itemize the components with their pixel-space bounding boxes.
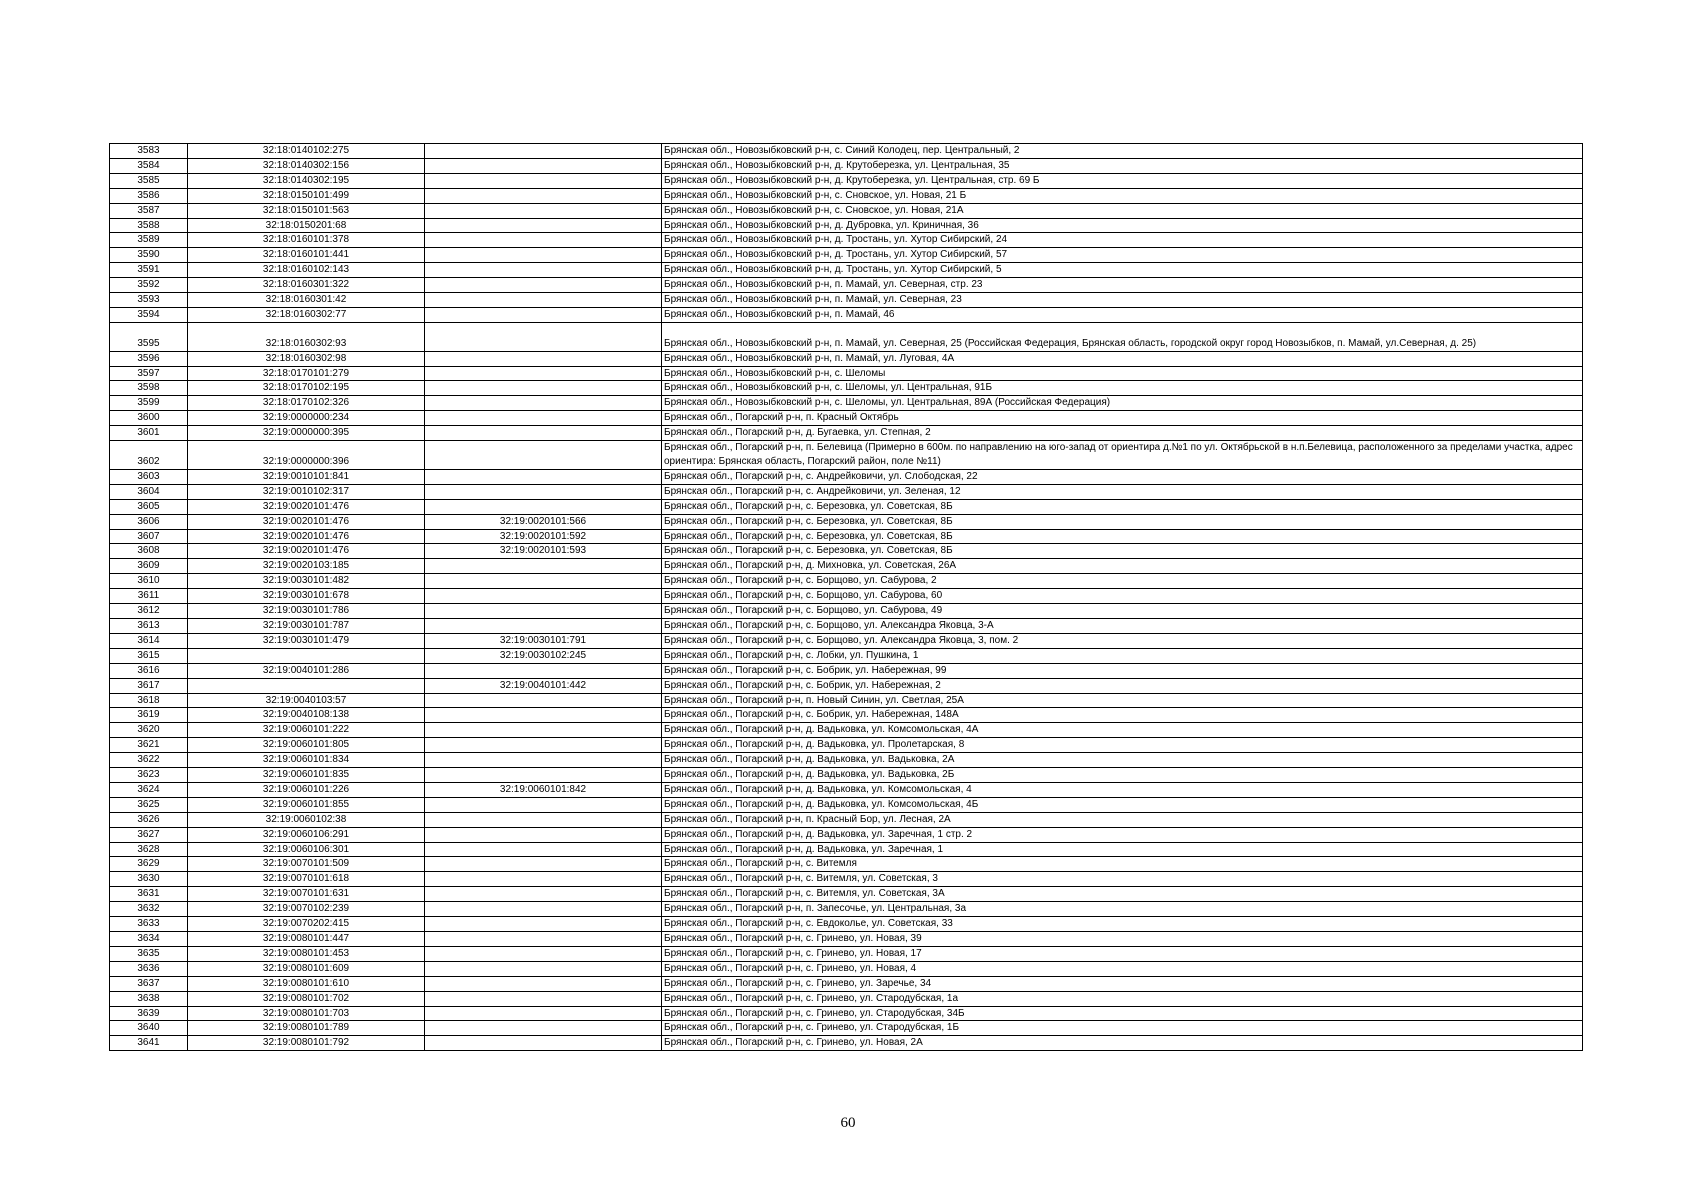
row-number-cell: 3619 [110,708,188,723]
cadastral-number-cell: 32:19:0040103:57 [188,693,425,708]
related-cadastral-number-cell [425,441,662,470]
related-cadastral-number-cell [425,961,662,976]
row-number-cell: 3629 [110,857,188,872]
cadastral-number-cell: 32:19:0060101:855 [188,797,425,812]
cadastral-number-cell: 32:19:0040101:286 [188,663,425,678]
row-number-cell: 3617 [110,678,188,693]
related-cadastral-number-cell [425,857,662,872]
address-cell: Брянская обл., Погарский р-н, п. Красный Бор, ул. Лесная, 2А [662,812,1583,827]
row-number-cell: 3597 [110,366,188,381]
address-cell: Брянская обл., Погарский р-н, с. Гринево, ул. Новая, 4 [662,961,1583,976]
address-cell: Брянская обл., Новозыбковский р-н, д. Крутоберезка, ул. Центральная, 35 [662,158,1583,173]
row-number-cell: 3628 [110,842,188,857]
address-cell: Брянская обл., Новозыбковский р-н, с. Сновское, ул. Новая, 21А [662,203,1583,218]
row-number-cell: 3607 [110,529,188,544]
related-cadastral-number-cell [425,144,662,159]
address-cell: Брянская обл., Погарский р-н, с. Борщово, ул. Сабурова, 49 [662,604,1583,619]
address-cell: Брянская обл., Погарский р-н, д. Вадьковка, ул. Вадьковка, 2Б [662,768,1583,783]
cadastral-number-cell: 32:19:0020101:476 [188,499,425,514]
table-row [110,768,1583,783]
table-row [110,946,1583,961]
address-cell: Брянская обл., Погарский р-н, п. Белевица (Примерно в 600м. по направлению на юго-запад от ориентира д.№1 по ул. Октябрьской в н.п.Белевица, расположенного за пределами участка, адрес ориентира: Брянская область, Погарский район, поле №11) [662,441,1583,470]
row-number-cell: 3603 [110,469,188,484]
row-number-cell: 3608 [110,544,188,559]
cadastral-number-cell: 32:19:0020101:476 [188,514,425,529]
table-row [110,991,1583,1006]
related-cadastral-number-cell [425,248,662,263]
table-row [110,961,1583,976]
cadastral-number-cell: 32:19:0000000:396 [188,441,425,470]
cadastral-number-cell: 32:18:0160101:441 [188,248,425,263]
row-number-cell: 3610 [110,574,188,589]
row-number-cell: 3583 [110,144,188,159]
table-row [110,484,1583,499]
row-number-cell: 3600 [110,411,188,426]
address-cell: Брянская обл., Погарский р-н, с. Борщово, ул. Сабурова, 2 [662,574,1583,589]
cadastral-number-cell: 32:18:0170101:279 [188,366,425,381]
table-row [110,574,1583,589]
address-cell: Брянская обл., Погарский р-н, с. Витемля, ул. Советская, 3А [662,887,1583,902]
cadastral-number-cell: 32:19:0080101:703 [188,1006,425,1021]
address-cell: Брянская обл., Погарский р-н, с. Гринево, ул. Стародубская, 1Б [662,1021,1583,1036]
related-cadastral-number-cell [425,604,662,619]
row-number-cell: 3593 [110,293,188,308]
cadastral-number-cell: 32:19:0060101:226 [188,782,425,797]
table-row [110,678,1583,693]
address-cell: Брянская обл., Новозыбковский р-н, п. Мамай, ул. Северная, 25 (Российская Федерация, Брянская область, городской округ город Новозыбков, п. Мамай, ул.Северная, д. 25) [662,322,1583,351]
related-cadastral-number-cell [425,173,662,188]
related-cadastral-number-cell [425,396,662,411]
related-cadastral-number-cell [425,917,662,932]
cadastral-number-cell: 32:18:0160301:42 [188,293,425,308]
row-number-cell: 3627 [110,827,188,842]
table-row [110,1036,1583,1051]
address-cell: Брянская обл., Погарский р-н, с. Борщово, ул. Александра Яковца, 3-А [662,618,1583,633]
row-number-cell: 3633 [110,917,188,932]
row-number-cell: 3604 [110,484,188,499]
address-cell: Брянская обл., Новозыбковский р-н, д. Дубровка, ул. Криничная, 36 [662,218,1583,233]
cadastral-number-cell: 32:18:0150101:499 [188,188,425,203]
table-row [110,307,1583,322]
address-cell: Брянская обл., Погарский р-н, с. Витемля [662,857,1583,872]
address-cell: Брянская обл., Погарский р-н, д. Вадьковка, ул. Заречная, 1 [662,842,1583,857]
row-number-cell: 3636 [110,961,188,976]
page-number: 60 [840,1115,856,1131]
address-cell: Брянская обл., Погарский р-н, п. Запесочье, ул. Центральная, 3а [662,902,1583,917]
row-number-cell: 3595 [110,322,188,351]
table-row [110,887,1583,902]
cadastral-number-cell: 32:19:0020103:185 [188,559,425,574]
row-number-cell: 3623 [110,768,188,783]
row-number-cell: 3641 [110,1036,188,1051]
row-number-cell: 3601 [110,426,188,441]
address-cell: Брянская обл., Погарский р-н, п. Новый Синин, ул. Светлая, 25А [662,693,1583,708]
cadastral-number-cell: 32:19:0030101:787 [188,618,425,633]
cadastral-number-cell: 32:18:0150201:68 [188,218,425,233]
table-row [110,648,1583,663]
cadastral-number-cell: 32:18:0140302:156 [188,158,425,173]
cadastral-number-cell: 32:19:0060101:834 [188,753,425,768]
related-cadastral-number-cell: 32:19:0020101:566 [425,514,662,529]
row-number-cell: 3632 [110,902,188,917]
related-cadastral-number-cell [425,887,662,902]
related-cadastral-number-cell [425,203,662,218]
related-cadastral-number-cell: 32:19:0020101:593 [425,544,662,559]
cadastral-number-cell: 32:19:0070101:631 [188,887,425,902]
table-row [110,218,1583,233]
row-number-cell: 3621 [110,738,188,753]
address-cell: Брянская обл., Новозыбковский р-н, с. Шеломы [662,366,1583,381]
table-row [110,158,1583,173]
related-cadastral-number-cell [425,351,662,366]
address-cell: Брянская обл., Погарский р-н, с. Бобрик, ул. Набережная, 2 [662,678,1583,693]
address-cell: Брянская обл., Новозыбковский р-н, п. Мамай, 46 [662,307,1583,322]
cadastral-number-cell: 32:18:0160302:98 [188,351,425,366]
related-cadastral-number-cell: 32:19:0040101:442 [425,678,662,693]
address-cell: Брянская обл., Погарский р-н, д. Вадьковка, ул. Комсомольская, 4 [662,782,1583,797]
cadastral-number-cell: 32:18:0160101:378 [188,233,425,248]
related-cadastral-number-cell [425,768,662,783]
table-row [110,293,1583,308]
table-row [110,396,1583,411]
cadastral-number-cell: 32:19:0060101:222 [188,723,425,738]
related-cadastral-number-cell [425,263,662,278]
related-cadastral-number-cell [425,574,662,589]
related-cadastral-number-cell [425,307,662,322]
table-row [110,529,1583,544]
address-cell: Брянская обл., Погарский р-н, с. Борщово, ул. Сабурова, 60 [662,589,1583,604]
cadastral-number-cell: 32:19:0060101:835 [188,768,425,783]
address-cell: Брянская обл., Погарский р-н, с. Гринево, ул. Стародубская, 34Б [662,1006,1583,1021]
row-number-cell: 3631 [110,887,188,902]
table-row [110,738,1583,753]
table-row [110,544,1583,559]
table-row [110,812,1583,827]
related-cadastral-number-cell [425,827,662,842]
cadastral-number-cell: 32:18:0170102:195 [188,381,425,396]
row-number-cell: 3624 [110,782,188,797]
table-row [110,663,1583,678]
row-number-cell: 3637 [110,976,188,991]
cadastral-number-cell: 32:19:0070101:618 [188,872,425,887]
address-cell: Брянская обл., Погарский р-н, д. Вадьковка, ул. Вадьковка, 2А [662,753,1583,768]
row-number-cell: 3618 [110,693,188,708]
table-row [110,782,1583,797]
row-number-cell: 3616 [110,663,188,678]
table-row [110,827,1583,842]
table-row [110,173,1583,188]
related-cadastral-number-cell [425,158,662,173]
related-cadastral-number-cell [425,723,662,738]
table-row [110,589,1583,604]
cadastral-number-cell: 32:19:0010101:841 [188,469,425,484]
cadastral-number-cell: 32:19:0060102:38 [188,812,425,827]
related-cadastral-number-cell [425,469,662,484]
table-row [110,872,1583,887]
table-row [110,976,1583,991]
address-cell: Брянская обл., Погарский р-н, с. Гринево, ул. Новая, 2А [662,1036,1583,1051]
address-cell: Брянская обл., Погарский р-н, д. Вадьковка, ул. Комсомольская, 4Б [662,797,1583,812]
cadastral-number-cell: 32:18:0140102:275 [188,144,425,159]
cadastral-number-cell: 32:19:0060101:805 [188,738,425,753]
row-number-cell: 3587 [110,203,188,218]
row-number-cell: 3602 [110,441,188,470]
table-row [110,753,1583,768]
related-cadastral-number-cell [425,233,662,248]
cadastral-number-cell: 32:18:0150101:563 [188,203,425,218]
related-cadastral-number-cell [425,381,662,396]
table-row [110,144,1583,159]
cadastral-number-cell: 32:19:0030101:786 [188,604,425,619]
related-cadastral-number-cell: 32:19:0060101:842 [425,782,662,797]
related-cadastral-number-cell [425,693,662,708]
cadastral-number-cell: 32:18:0160102:143 [188,263,425,278]
table-row [110,203,1583,218]
address-cell: Брянская обл., Погарский р-н, с. Борщово, ул. Александра Яковца, 3, пом. 2 [662,633,1583,648]
address-cell: Брянская обл., Погарский р-н, с. Гринево, ул. Новая, 39 [662,932,1583,947]
cadastral-number-cell: 32:19:0080101:789 [188,1021,425,1036]
related-cadastral-number-cell [425,946,662,961]
table-row [110,932,1583,947]
address-cell: Брянская обл., Погарский р-н, д. Вадьковка, ул. Заречная, 1 стр. 2 [662,827,1583,842]
related-cadastral-number-cell [425,484,662,499]
table-row [110,797,1583,812]
address-cell: Брянская обл., Погарский р-н, д. Бугаевка, ул. Степная, 2 [662,426,1583,441]
table-row [110,366,1583,381]
address-cell: Брянская обл., Погарский р-н, д. Вадьковка, ул. Комсомольская, 4А [662,723,1583,738]
row-number-cell: 3609 [110,559,188,574]
table-row [110,188,1583,203]
table-row [110,411,1583,426]
related-cadastral-number-cell [425,278,662,293]
cadastral-number-cell: 32:19:0080101:702 [188,991,425,1006]
cadastral-number-cell: 32:19:0080101:447 [188,932,425,947]
table-row [110,618,1583,633]
table-row [110,604,1583,619]
table-row [110,559,1583,574]
row-number-cell: 3594 [110,307,188,322]
related-cadastral-number-cell [425,797,662,812]
table-row [110,381,1583,396]
row-number-cell: 3614 [110,633,188,648]
related-cadastral-number-cell [425,991,662,1006]
address-cell: Брянская обл., Погарский р-н, с. Березовка, ул. Советская, 8Б [662,529,1583,544]
related-cadastral-number-cell [425,188,662,203]
table-row [110,1021,1583,1036]
related-cadastral-number-cell [425,1021,662,1036]
address-cell: Брянская обл., Новозыбковский р-н, д. Тростань, ул. Хутор Сибирский, 5 [662,263,1583,278]
related-cadastral-number-cell [425,753,662,768]
table-row [110,693,1583,708]
table-row [110,842,1583,857]
related-cadastral-number-cell [425,842,662,857]
related-cadastral-number-cell: 32:19:0030102:245 [425,648,662,663]
cadastral-number-cell [188,678,425,693]
address-cell: Брянская обл., Погарский р-н, с. Березовка, ул. Советская, 8Б [662,499,1583,514]
address-cell: Брянская обл., Новозыбковский р-н, д. Тростань, ул. Хутор Сибирский, 24 [662,233,1583,248]
related-cadastral-number-cell [425,618,662,633]
table-row [110,1006,1583,1021]
row-number-cell: 3611 [110,589,188,604]
address-cell: Брянская обл., Новозыбковский р-н, п. Мамай, ул. Северная, стр. 23 [662,278,1583,293]
table-row [110,322,1583,351]
row-number-cell: 3622 [110,753,188,768]
row-number-cell: 3586 [110,188,188,203]
address-cell: Брянская обл., Новозыбковский р-н, с. Синий Колодец, пер. Центральный, 2 [662,144,1583,159]
address-cell: Брянская обл., Новозыбковский р-н, д. Тростань, ул. Хутор Сибирский, 57 [662,248,1583,263]
cadastral-number-cell: 32:19:0000000:234 [188,411,425,426]
related-cadastral-number-cell: 32:19:0030101:791 [425,633,662,648]
table-row [110,278,1583,293]
address-cell: Брянская обл., Погарский р-н, с. Лобки, ул. Пушкина, 1 [662,648,1583,663]
related-cadastral-number-cell [425,411,662,426]
row-number-cell: 3612 [110,604,188,619]
cadastral-number-cell: 32:19:0010102:317 [188,484,425,499]
table-row [110,708,1583,723]
cadastral-number-cell [188,648,425,663]
address-cell: Брянская обл., Погарский р-н, с. Березовка, ул. Советская, 8Б [662,514,1583,529]
cadastral-number-cell: 32:18:0170102:326 [188,396,425,411]
address-cell: Брянская обл., Погарский р-н, с. Андрейковичи, ул. Слободская, 22 [662,469,1583,484]
property-register-table [109,143,1583,1051]
row-number-cell: 3588 [110,218,188,233]
related-cadastral-number-cell [425,293,662,308]
table-row [110,499,1583,514]
table-row [110,633,1583,648]
related-cadastral-number-cell [425,738,662,753]
row-number-cell: 3639 [110,1006,188,1021]
row-number-cell: 3634 [110,932,188,947]
table-row [110,233,1583,248]
address-cell: Брянская обл., Погарский р-н, с. Витемля, ул. Советская, 3 [662,872,1583,887]
address-cell: Брянская обл., Новозыбковский р-н, с. Сновское, ул. Новая, 21 Б [662,188,1583,203]
table-row [110,723,1583,738]
cadastral-number-cell: 32:19:0080101:453 [188,946,425,961]
address-cell: Брянская обл., Погарский р-н, п. Красный Октябрь [662,411,1583,426]
row-number-cell: 3606 [110,514,188,529]
table-row [110,514,1583,529]
address-cell: Брянская обл., Новозыбковский р-н, д. Крутоберезка, ул. Центральная, стр. 69 Б [662,173,1583,188]
cadastral-number-cell: 32:18:0160302:93 [188,322,425,351]
row-number-cell: 3584 [110,158,188,173]
related-cadastral-number-cell [425,218,662,233]
table-row [110,469,1583,484]
cadastral-number-cell: 32:19:0060106:301 [188,842,425,857]
related-cadastral-number-cell [425,872,662,887]
table-row [110,248,1583,263]
related-cadastral-number-cell [425,589,662,604]
table-row [110,902,1583,917]
table-row [110,857,1583,872]
cadastral-number-cell: 32:19:0020101:476 [188,529,425,544]
row-number-cell: 3638 [110,991,188,1006]
cadastral-number-cell: 32:19:0070202:415 [188,917,425,932]
related-cadastral-number-cell [425,1006,662,1021]
related-cadastral-number-cell [425,932,662,947]
row-number-cell: 3625 [110,797,188,812]
table-row [110,441,1583,470]
row-number-cell: 3591 [110,263,188,278]
cadastral-number-cell: 32:19:0060106:291 [188,827,425,842]
cadastral-number-cell: 32:19:0070101:509 [188,857,425,872]
address-cell: Брянская обл., Погарский р-н, с. Евдоколье, ул. Советская, 33 [662,917,1583,932]
related-cadastral-number-cell [425,426,662,441]
cadastral-number-cell: 32:19:0080101:610 [188,976,425,991]
address-cell: Брянская обл., Новозыбковский р-н, п. Мамай, ул. Северная, 23 [662,293,1583,308]
address-cell: Брянская обл., Новозыбковский р-н, с. Шеломы, ул. Центральная, 91Б [662,381,1583,396]
cadastral-number-cell: 32:19:0000000:395 [188,426,425,441]
row-number-cell: 3635 [110,946,188,961]
address-cell: Брянская обл., Погарский р-н, с. Березовка, ул. Советская, 8Б [662,544,1583,559]
address-cell: Брянская обл., Погарский р-н, д. Вадьковка, ул. Пролетарская, 8 [662,738,1583,753]
row-number-cell: 3615 [110,648,188,663]
related-cadastral-number-cell [425,812,662,827]
cadastral-number-cell: 32:19:0030101:678 [188,589,425,604]
cadastral-number-cell: 32:18:0140302:195 [188,173,425,188]
row-number-cell: 3589 [110,233,188,248]
related-cadastral-number-cell [425,366,662,381]
row-number-cell: 3596 [110,351,188,366]
row-number-cell: 3599 [110,396,188,411]
row-number-cell: 3626 [110,812,188,827]
table-row [110,351,1583,366]
cadastral-number-cell: 32:19:0030101:479 [188,633,425,648]
related-cadastral-number-cell [425,663,662,678]
related-cadastral-number-cell [425,976,662,991]
cadastral-number-cell: 32:18:0160302:77 [188,307,425,322]
cadastral-number-cell: 32:19:0080101:609 [188,961,425,976]
related-cadastral-number-cell [425,559,662,574]
table-body [110,144,1583,1051]
address-cell: Брянская обл., Новозыбковский р-н, п. Мамай, ул. Луговая, 4А [662,351,1583,366]
table-row [110,263,1583,278]
row-number-cell: 3590 [110,248,188,263]
related-cadastral-number-cell [425,322,662,351]
address-cell: Брянская обл., Погарский р-н, д. Михновка, ул. Советская, 26А [662,559,1583,574]
row-number-cell: 3613 [110,618,188,633]
cadastral-number-cell: 32:19:0030101:482 [188,574,425,589]
cadastral-number-cell: 32:19:0040108:138 [188,708,425,723]
row-number-cell: 3620 [110,723,188,738]
address-cell: Брянская обл., Погарский р-н, с. Бобрик, ул. Набережная, 99 [662,663,1583,678]
cadastral-number-cell: 32:19:0020101:476 [188,544,425,559]
row-number-cell: 3585 [110,173,188,188]
address-cell: Брянская обл., Новозыбковский р-н, с. Шеломы, ул. Центральная, 89А (Российская Федерация) [662,396,1583,411]
related-cadastral-number-cell [425,902,662,917]
related-cadastral-number-cell: 32:19:0020101:592 [425,529,662,544]
row-number-cell: 3640 [110,1021,188,1036]
address-cell: Брянская обл., Погарский р-н, с. Гринево, ул. Стародубская, 1а [662,991,1583,1006]
related-cadastral-number-cell [425,708,662,723]
related-cadastral-number-cell [425,1036,662,1051]
table-row [110,917,1583,932]
address-cell: Брянская обл., Погарский р-н, с. Гринево, ул. Заречье, 34 [662,976,1583,991]
cadastral-number-cell: 32:19:0080101:792 [188,1036,425,1051]
cadastral-number-cell: 32:19:0070102:239 [188,902,425,917]
row-number-cell: 3605 [110,499,188,514]
row-number-cell: 3630 [110,872,188,887]
address-cell: Брянская обл., Погарский р-н, с. Гринево, ул. Новая, 17 [662,946,1583,961]
table-row [110,426,1583,441]
address-cell: Брянская обл., Погарский р-н, с. Бобрик, ул. Набережная, 148А [662,708,1583,723]
cadastral-number-cell: 32:18:0160301:322 [188,278,425,293]
related-cadastral-number-cell [425,499,662,514]
address-cell: Брянская обл., Погарский р-н, с. Андрейковичи, ул. Зеленая, 12 [662,484,1583,499]
row-number-cell: 3598 [110,381,188,396]
row-number-cell: 3592 [110,278,188,293]
